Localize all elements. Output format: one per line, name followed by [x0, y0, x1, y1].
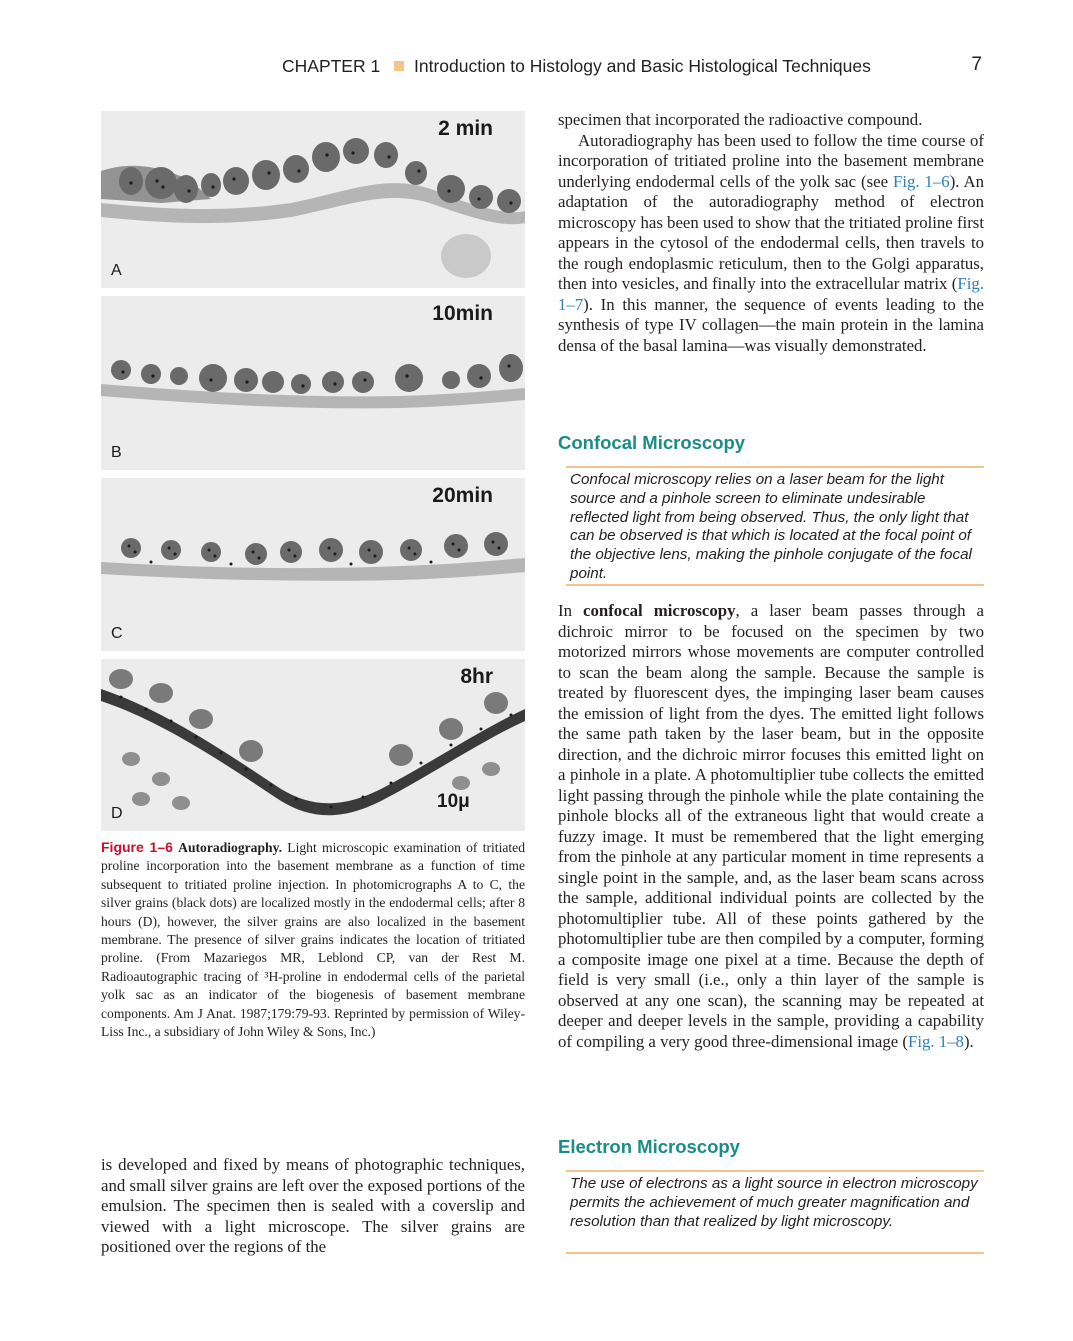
timepoint-label: 2 min — [438, 117, 493, 140]
scale-bar-label: 10μ — [437, 791, 470, 812]
micrograph-panel-c — [101, 478, 525, 651]
figure-link[interactable]: Fig. 1–6 — [892, 171, 950, 191]
chapter-label: CHAPTER 1 — [282, 56, 381, 76]
panel-letter: C — [111, 625, 123, 642]
callout-box-electron: The use of electrons as a light source in electron microscopy permits the achievement of much greater magnification and resolution than that realized by light microscopy. — [566, 1170, 984, 1254]
paragraph — [558, 131, 984, 357]
chapter-title: Introduction to Histology and Basic Histological Techniques — [414, 56, 871, 76]
paragraph: is developed and fixed by means of photographic techniques, and small silver grains are left over the exposed portions of the emulsion. The specimen then is sealed with a coverslip and viewed with a light microscope. The silver grains are positioned over the regions of the — [101, 1155, 525, 1256]
running-head — [282, 54, 986, 80]
figure-label: Figure 1–6 — [101, 839, 173, 855]
section-heading-confocal: Confocal Microscopy — [558, 432, 746, 453]
timepoint-label: 10min — [432, 302, 493, 325]
left-column-bottom-text — [101, 1155, 525, 1258]
text-run: , a laser beam passes through a dichroic mirror to be focused on the specimen by two motorized mirrors whose movements are computer controlled to scan the beam along the sample. Because the sample is treated by fluorescent dyes, the impinging laser beam causes the emission of light from the dyes. The emitted light follows the same path taken by the laser beam, but in the opposite direction, and the dichroic mirror focuses this emitted light on a pinhole in a plate. A photomultiplier tube collects the emitted light passing through the pinhole while the plate containing the pinhole blocks all of the extraneous light that would create a fuzzy image. It must be remembered that the light emerging from the pinhole at any particular moment in time represents a single point in the sample, and, as the laser beam scans across the sample, additional individual points are collected by the photomultiplier tube. All of these points gathered by the photomultiplier tube are then compiled by a computer, forming a composite image one pixel at a time. Because the depth of field is very small (i.e., only a thin layer of the sample is observed at any one scan), the scanning may be repeated at deeper and deeper levels in the sample, providing a capability of compiling a very good three-dimensional image ( — [558, 601, 984, 1051]
micrograph-panel-a — [101, 111, 525, 288]
text-run: In — [558, 601, 584, 620]
figure-title: Autoradiography. — [178, 840, 283, 855]
panel-letter: D — [111, 805, 123, 822]
paragraph — [558, 601, 984, 1052]
section-heading-electron: Electron Microscopy — [558, 1136, 740, 1157]
text-run: ). In this manner, the sequence of events leading to the synthesis of type IV collagen—the main protein in the lamina densa of the basal lamina—was visually demonstrated. — [558, 294, 984, 355]
figure-link[interactable]: Fig. 1–8 — [907, 1031, 964, 1051]
callout-box-confocal: Confocal microscopy relies on a laser beam for the light source and a pinhole screen to eliminate undesirable reflected light from being observed. Thus, the only light that can be observed is that which is located at the focal point of the objective lens, making the pinhole conjugate of the focal point. — [566, 466, 984, 586]
right-column-confocal-text — [558, 601, 984, 1052]
page-number: 7 — [971, 54, 982, 75]
figure-caption — [101, 838, 525, 1041]
figure-link[interactable]: Fig. 1–7 — [558, 274, 984, 314]
panel-letter: A — [111, 262, 122, 279]
timepoint-label: 8hr — [460, 665, 493, 688]
panel-letter: B — [111, 444, 122, 461]
micrograph-panel-d — [101, 659, 525, 831]
paragraph: specimen that incorporated the radioactive compound. — [558, 110, 923, 129]
timepoint-label: 20min — [432, 484, 493, 507]
separator-square-icon — [394, 61, 404, 71]
text-run: ). An adaptation of the autoradiography method of electron microscopy has been used to show that the tritiated proline first appears in the cytosol of the endodermal cells, then travels to the rough endoplasmic reticulum, then to the Golgi apparatus, then into vesicles, and finally into the extracellular matrix ( — [558, 171, 984, 293]
micrograph-panel-b — [101, 296, 525, 470]
text-run: ). — [963, 1031, 974, 1051]
right-column-top-text — [558, 110, 984, 356]
figure-caption-text: Light microscopic examination of tritiated proline incorporation into the basement membrane as a function of time subsequent to tritiated proline injection. In photomicrographs A to C, the silver grains (black dots) are localized mostly in the endodermal cells; after 8 hours (D), however, the silver grains are also localized in the basement membrane. The presence of silver grains indicates the location of tritiated proline. (From Mazariegos MR, Leblond CP, van der Rest M. Radioautographic tracing of ³H-proline in endodermal cells of the parietal yolk sac as an indicator of the biogenesis of basement membrane components. Am J Anat. 1987;179:79-93. Reprinted by permission of Wiley-Liss Inc., a subsidiary of John Wiley & Sons, Inc.) — [101, 840, 525, 1040]
text-run: Autoradiography has been used to follow the time course of incorporation of tritiated proline into the basement membrane underlying endodermal cells of the yolk sac (see — [558, 130, 984, 191]
key-term: confocal microscopy — [583, 601, 736, 620]
